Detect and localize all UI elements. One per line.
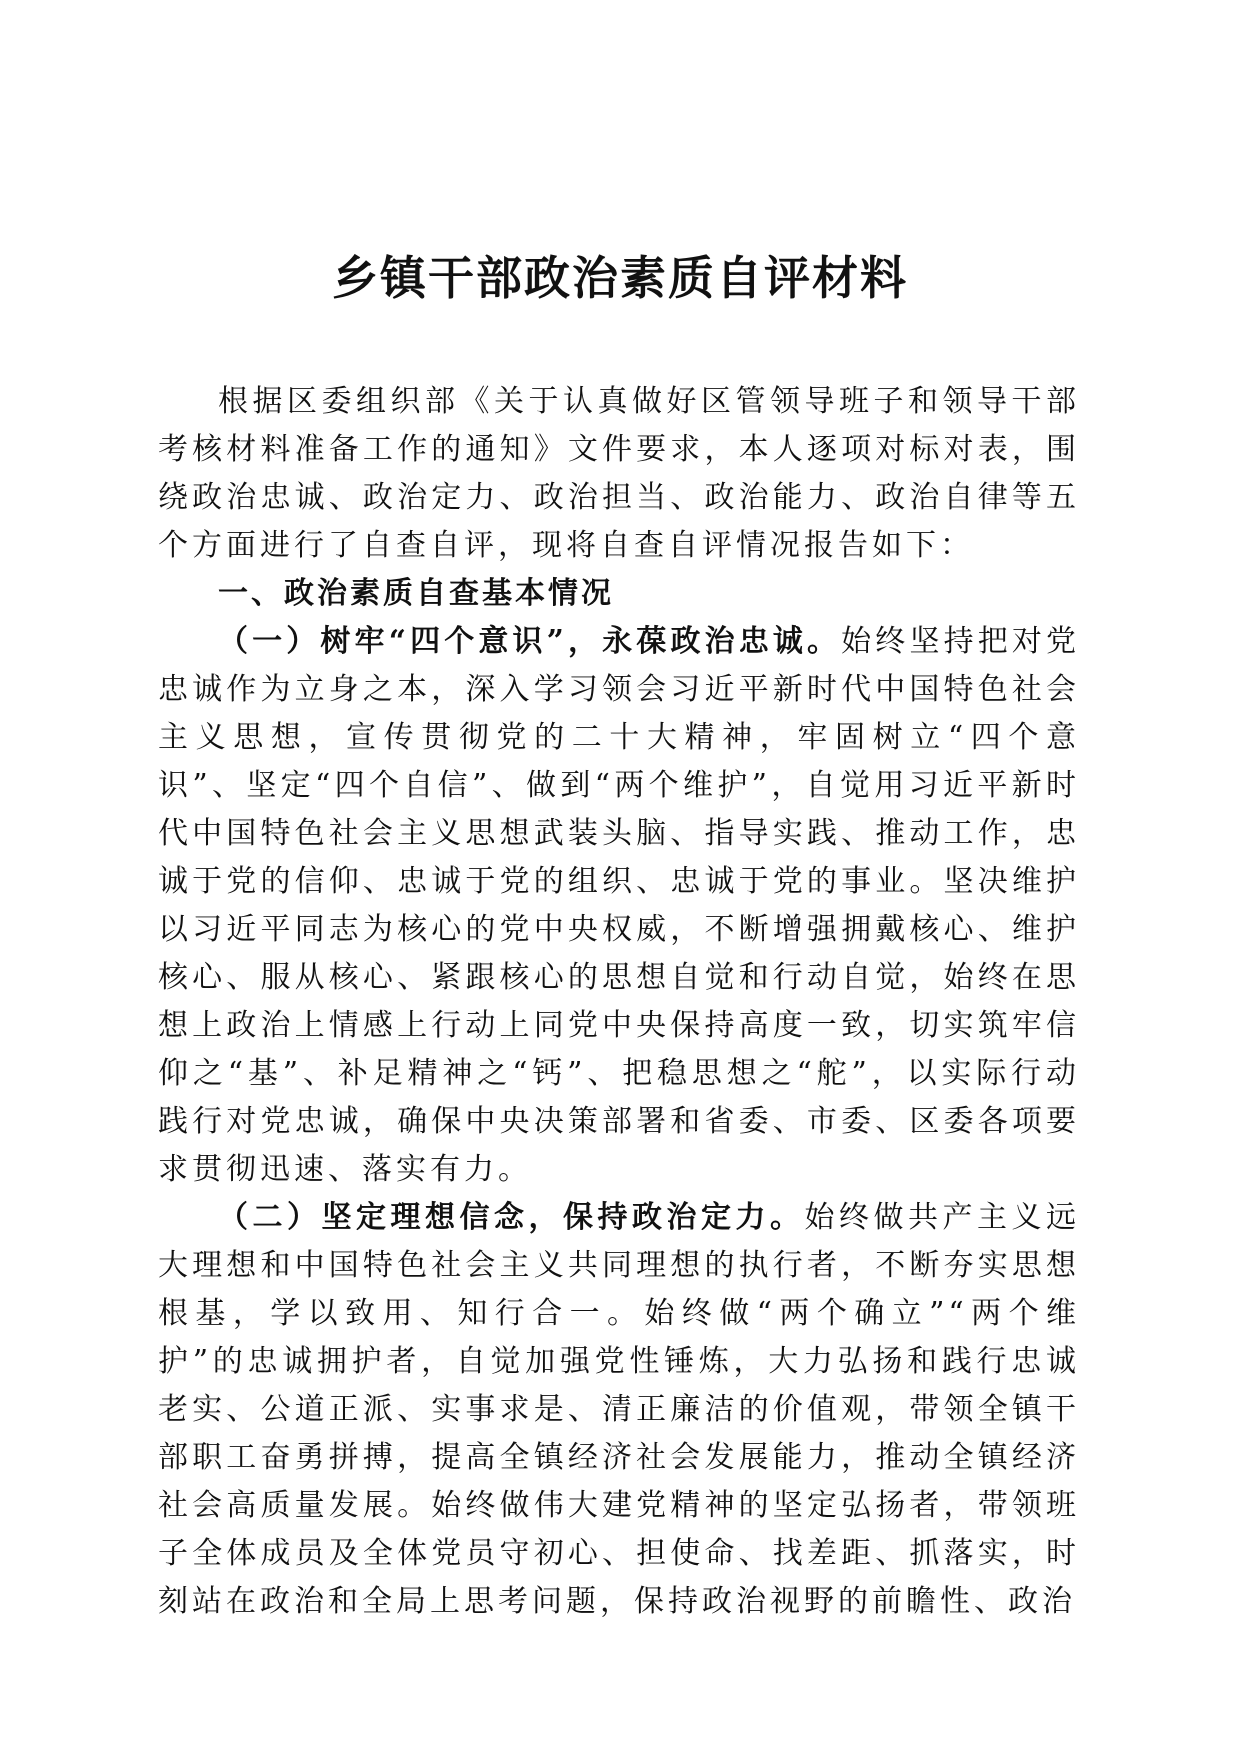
item-1-lead: （一）树牢“四个意识”，永葆政治忠诚。	[218, 624, 842, 659]
section-heading: 一、政治素质自查基本情况	[218, 576, 614, 611]
item-1-paragraph	[158, 618, 1080, 1194]
item-2-paragraph	[158, 1194, 1080, 1626]
item-2-lead: （二）坚定理想信念，保持政治定力。	[218, 1200, 805, 1235]
item-1-text: 始终坚持把对党忠诚作为立身之本，深入学习领会习近平新时代中国特色社会主义思想，宣传贯彻党的二十大精神，牢固树立“四个意识”、坚定“四个自信”、做到“两个维护”，自觉用习近平新时代中国特色社会主义思想武装头脑、指导实践、推动工作，忠诚于党的信仰、忠诚于党的组织、忠诚于党的事业。坚决维护以习近平同志为核心的党中央权威，不断增强拥戴核心、维护核心、服从核心、紧跟核心的思想自觉和行动自觉，始终在思想上政治上情感上行动上同党中央保持高度一致，切实筑牢信仰之“基”、补足精神之“钙”、把稳思想之“舵”，以实际行动践行对党忠诚，确保中央决策部署和省委、市委、区委各项要求贯彻迅速、落实有力。	[158, 624, 1081, 1187]
intro-paragraph: 根据区委组织部《关于认真做好区管领导班子和领导干部考核材料准备工作的通知》文件要求，本人逐项对标对表，围绕政治忠诚、政治定力、政治担当、政治能力、政治自律等五个方面进行了自查自评，现将自查自评情况报告如下：	[158, 384, 1080, 563]
document-title: 乡镇干部政治素质自评材料	[332, 251, 908, 305]
item-2-text: 始终做共产主义远大理想和中国特色社会主义共同理想的执行者，不断夯实思想根基，学以致用、知行合一。始终做“两个确立”“两个维护”的忠诚拥护者，自觉加强党性锤炼，大力弘扬和践行忠诚老实、公道正派、实事求是、清正廉洁的价值观，带领全镇干部职工奋勇拼搏，提高全镇经济社会发展能力，推动全镇经济社会高质量发展。始终做伟大建党精神的坚定弘扬者，带领班子全体成员及全体党员守初心、担使命、找差距、抓落实，时刻站在政治和全局上思考问题，保持政治视野的前瞻性、政治	[158, 1200, 1080, 1619]
document-body	[158, 378, 1080, 1626]
